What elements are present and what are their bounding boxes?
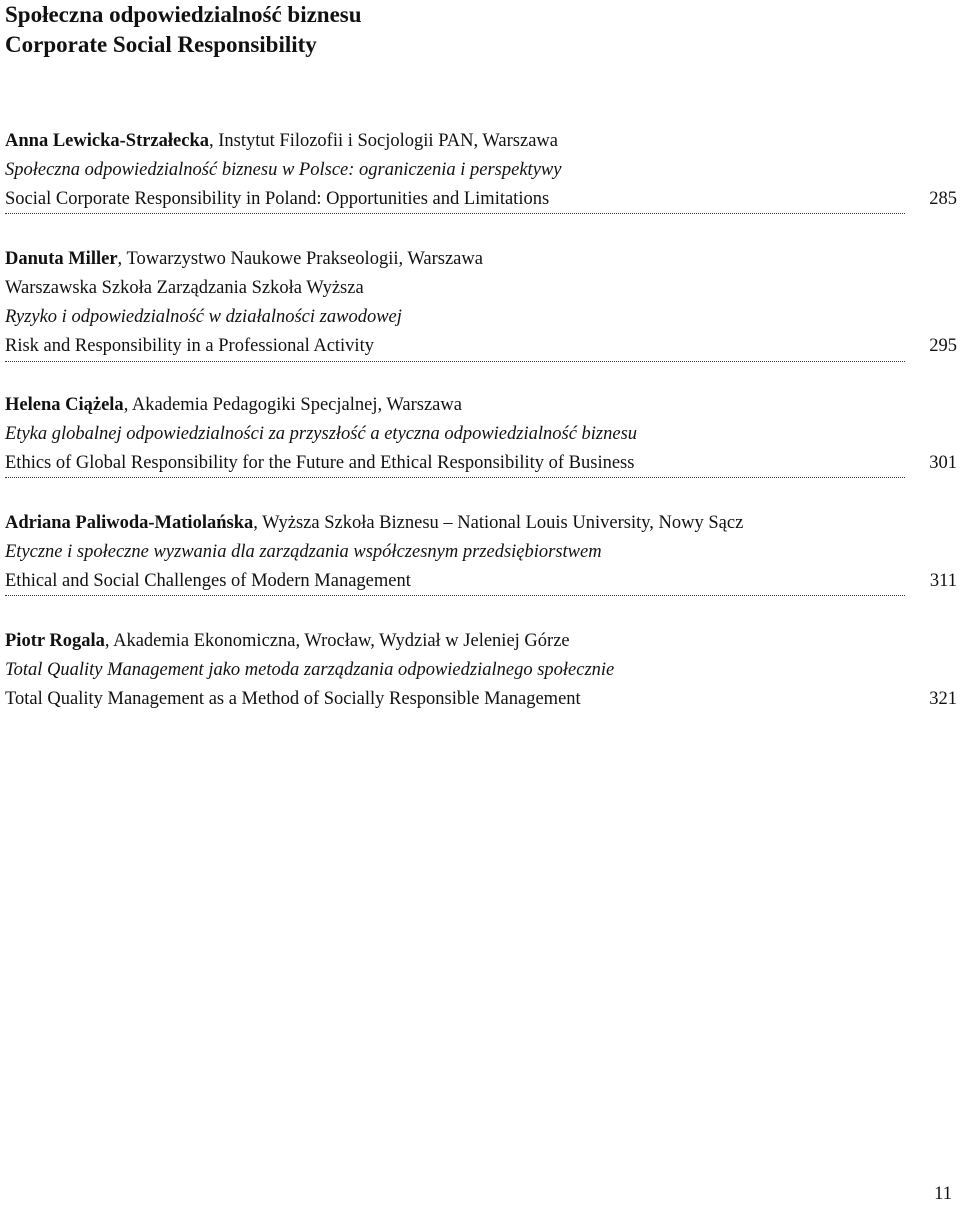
toc-entry <box>5 391 957 477</box>
entry-author-line <box>5 245 957 274</box>
section-title-english: Corporate Social Responsibility <box>5 32 317 57</box>
toc-entry <box>5 127 957 213</box>
entry-title-english: Total Quality Management as a Method of Socially Responsible Management <box>5 689 581 709</box>
entry-title-english: Ethical and Social Challenges of Modern Management <box>5 571 411 591</box>
entry-title-english: Social Corporate Responsibility in Poland: Opportunities and Limitations <box>5 189 550 209</box>
entry-page-number: 321 <box>929 689 957 709</box>
entry-title-polish: Ryzyko i odpowiedzialność w działalności zawodowej <box>5 307 402 327</box>
entry-author-line <box>5 627 957 656</box>
dotted-leader-rule <box>5 361 905 362</box>
entry-page-number: 301 <box>929 453 957 473</box>
dotted-leader-rule <box>5 595 905 596</box>
section-heading <box>5 0 362 60</box>
entry-affiliation: , Akademia Ekonomiczna, Wrocław, Wydział w Jeleniej Górze <box>104 631 570 651</box>
entry-author-line <box>5 127 957 156</box>
toc-entry <box>5 245 957 360</box>
dotted-leader-rule <box>5 477 905 478</box>
entry-title-polish: Społeczna odpowiedzialność biznesu w Polsce: ograniczenia i perspektywy <box>5 160 562 180</box>
entry-page-number: 295 <box>929 336 957 356</box>
entry-title-row <box>5 449 957 477</box>
entry-title-row <box>5 567 957 595</box>
entry-author-line <box>5 391 957 420</box>
entry-affiliation: , Akademia Pedagogiki Specjalnej, Warszawa <box>123 395 462 415</box>
entry-title-polish: Etyka globalnej odpowiedzialności za przyszłość a etyczna odpowiedzialność biznesu <box>5 424 638 444</box>
entry-affiliation-continued: Warszawska Szkoła Zarządzania Szkoła Wyższa <box>5 278 364 298</box>
entry-author: Helena Ciążela <box>5 395 124 415</box>
entry-author-line <box>5 509 957 538</box>
entry-author: Adriana Paliwoda-Matiolańska <box>5 513 254 533</box>
section-title-polish: Społeczna odpowiedzialność biznesu <box>5 2 362 27</box>
entry-title-polish: Total Quality Management jako metoda zarządzania odpowiedzialnego społecznie <box>5 660 615 680</box>
entry-author: Danuta Miller <box>5 249 118 269</box>
entry-affiliation: , Towarzystwo Naukowe Prakseologii, Warszawa <box>117 249 483 269</box>
entry-title-row <box>5 685 957 713</box>
entry-title-polish: Etyczne i społeczne wyzwania dla zarządzania współczesnym przedsiębiorstwem <box>5 542 602 562</box>
entry-affiliation: , Instytut Filozofii i Socjologii PAN, Warszawa <box>209 131 558 151</box>
dotted-leader-rule <box>5 213 905 214</box>
entry-title-row <box>5 185 957 213</box>
toc-entry <box>5 627 957 713</box>
entry-title-english: Risk and Responsibility in a Professional Activity <box>5 336 374 356</box>
page-folio-number: 11 <box>934 1184 952 1204</box>
entry-page-number: 285 <box>929 189 957 209</box>
entry-title-row <box>5 332 957 360</box>
entry-title-english: Ethics of Global Responsibility for the Future and Ethical Responsibility of Business <box>5 453 635 473</box>
toc-entry <box>5 509 957 595</box>
entry-affiliation: , Wyższa Szkoła Biznesu – National Louis University, Nowy Sącz <box>253 513 744 533</box>
entry-author: Anna Lewicka-Strzałecka <box>5 131 209 151</box>
entry-author: Piotr Rogala <box>5 631 105 651</box>
entry-page-number: 311 <box>929 571 957 591</box>
